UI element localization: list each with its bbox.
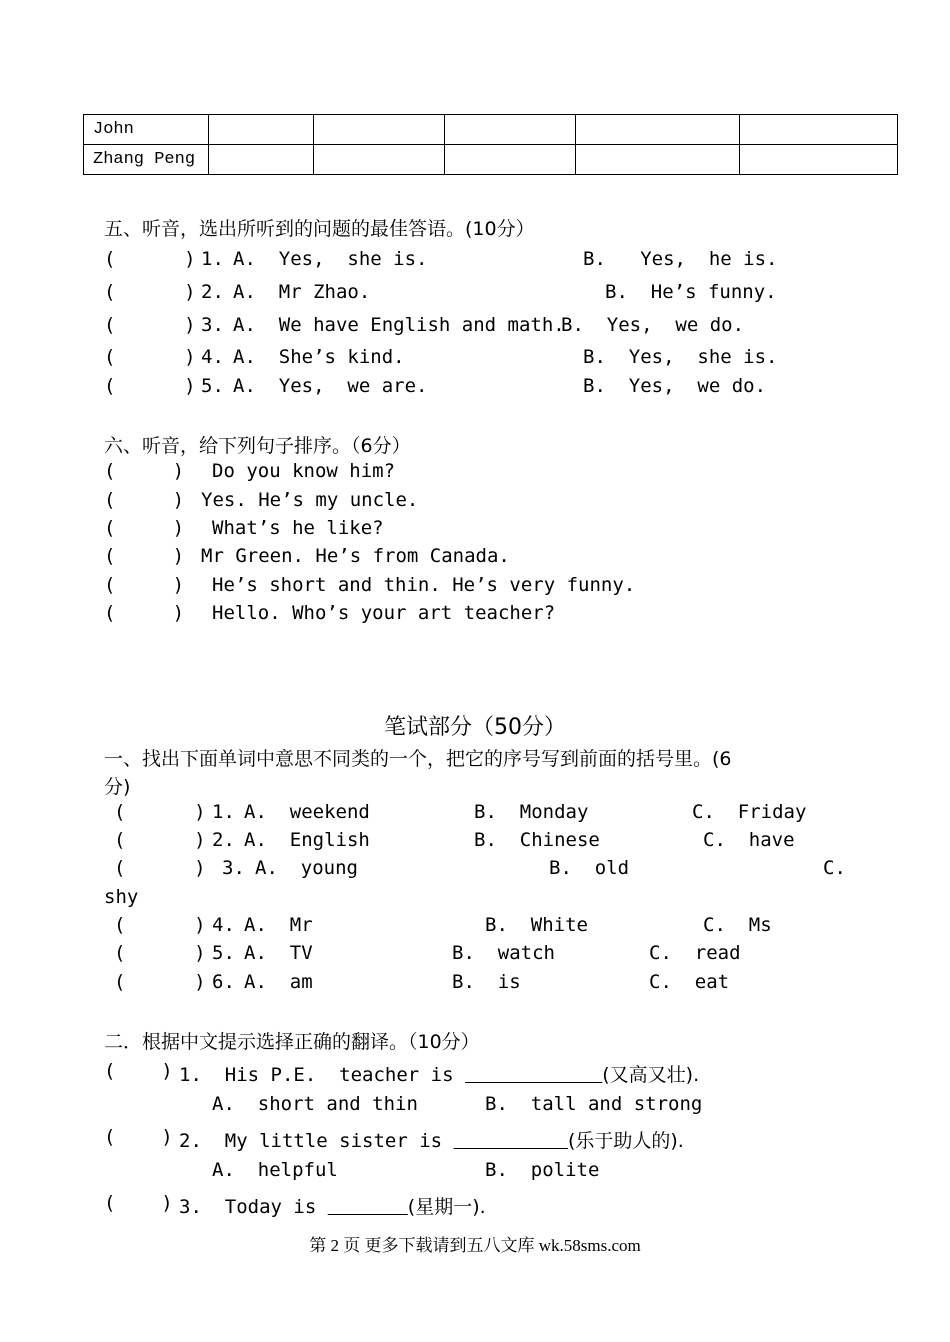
item-number: 1. [201, 248, 224, 270]
question-text [179, 1126, 684, 1153]
option-b: B. is [452, 971, 521, 993]
option-a: A. TV [244, 942, 313, 964]
sentence-text: Do you know him? [212, 460, 396, 482]
answer-bracket: ( ) [104, 248, 196, 270]
option-a: A. Yes, she is. [233, 248, 428, 270]
option-a: A. Mr [244, 914, 313, 936]
chinese-hint: (星期一). [407, 1196, 486, 1218]
item-number: 6. [212, 971, 235, 993]
item-number: 4. [212, 914, 235, 936]
list-item [0, 517, 950, 545]
list-item [0, 1060, 950, 1088]
table-cell-name: John [84, 115, 209, 145]
answer-bracket: ( ) [114, 857, 206, 879]
table-cell [576, 145, 740, 175]
answer-bracket: ( ) [104, 489, 185, 511]
page-footer: 第 2 页 更多下载请到五八文库 wk.58sms.com [309, 1236, 641, 1255]
list-item [0, 1093, 950, 1121]
table-cell [209, 145, 314, 175]
answer-bracket: ( ) [104, 1060, 173, 1082]
option-b: B. Yes, she is. [583, 346, 778, 368]
option-b: B. tall and strong [485, 1093, 703, 1115]
table-cell [740, 115, 898, 145]
list-item [0, 460, 950, 488]
answer-bracket: ( ) [104, 517, 185, 539]
option-b: B. Yes, we do. [583, 375, 767, 397]
answer-bracket: ( ) [114, 942, 206, 964]
answer-bracket: ( ) [104, 281, 196, 303]
option-b: B. Yes, we do. [561, 314, 745, 336]
sentence-text: What’s he like? [212, 517, 384, 539]
answer-bracket: ( ) [114, 971, 206, 993]
wrapped-text [0, 886, 950, 914]
list-item [0, 375, 950, 403]
option-c: C. read [649, 942, 741, 964]
option-a: A. young [255, 857, 358, 879]
option-b: B. polite [485, 1159, 600, 1181]
option-b: B. He’s funny. [605, 281, 777, 303]
sentence-text: Yes. He’s my uncle. [201, 489, 419, 511]
item-number: 4. [201, 346, 224, 368]
item-number: 2. [201, 281, 224, 303]
question-text [179, 1192, 486, 1219]
item-number: 3. [222, 857, 245, 879]
table-cell [445, 115, 576, 145]
fill-blank [328, 1196, 408, 1218]
option-a: A. We have English and math. [233, 314, 565, 336]
part1-heading-cont: 分) [104, 776, 131, 798]
table-cell [314, 145, 445, 175]
sentence-text: Hello. Who’s your art teacher? [212, 602, 556, 624]
option-b: B. watch [452, 942, 555, 964]
option-c: C. Ms [703, 914, 772, 936]
option-a: A. English [244, 829, 370, 851]
option-a: A. She’s kind. [233, 346, 405, 368]
answer-bracket: ( ) [104, 545, 185, 567]
table-row [84, 115, 898, 145]
answer-bracket: ( ) [104, 1126, 173, 1148]
list-item [0, 1192, 950, 1220]
table-cell [740, 145, 898, 175]
answer-bracket: ( ) [104, 460, 185, 482]
list-item [0, 346, 950, 374]
option-a: A. helpful [212, 1159, 338, 1181]
list-item [0, 314, 950, 342]
sentence-text: Mr Green. He’s from Canada. [201, 545, 510, 567]
option-a: A. Yes, we are. [233, 375, 428, 397]
list-item [0, 1126, 950, 1154]
question-stem: 1. His P.E. teacher is [179, 1064, 465, 1086]
option-b: B. White [485, 914, 588, 936]
option-c: C. Friday [692, 801, 807, 823]
list-item [0, 801, 950, 829]
table-row [84, 145, 898, 175]
item-number: 5. [212, 942, 235, 964]
item-number: 3. [201, 314, 224, 336]
answer-table [83, 114, 898, 175]
section6-heading: 六、听音，给下列句子排序。（6分） [104, 435, 411, 457]
written-part-title: 笔试部分（50分） [384, 715, 566, 740]
answer-bracket: ( ) [104, 1192, 173, 1214]
sentence-text: He’s short and thin. He’s very funny. [212, 574, 636, 596]
option-b: B. Yes, he is. [583, 248, 778, 270]
table-cell [314, 115, 445, 145]
option-c: C. eat [649, 971, 730, 993]
list-item [0, 281, 950, 309]
answer-bracket: ( ) [104, 375, 196, 397]
list-item [0, 1159, 950, 1187]
fill-blank [454, 1130, 568, 1152]
table-cell [576, 115, 740, 145]
option-b: B. old [549, 857, 630, 879]
list-item [0, 942, 950, 970]
chinese-hint: (乐于助人的). [567, 1130, 684, 1152]
part1-heading: 一、找出下面单词中意思不同类的一个，把它的序号写到前面的括号里。(6 [104, 748, 732, 770]
answer-bracket: ( ) [114, 801, 206, 823]
answer-bracket: ( ) [104, 602, 185, 624]
list-item [0, 857, 950, 885]
option-c: C. [823, 857, 846, 879]
item-number: 5. [201, 375, 224, 397]
option-a: A. am [244, 971, 313, 993]
list-item [0, 829, 950, 857]
chinese-hint: (又高又壮). [602, 1064, 700, 1086]
question-stem: 2. My little sister is [179, 1130, 454, 1152]
question-stem: 3. Today is [179, 1196, 328, 1218]
list-item [0, 545, 950, 573]
option-c: C. have [703, 829, 795, 851]
option-b: B. Chinese [474, 829, 600, 851]
answer-bracket: ( ) [104, 314, 196, 336]
list-item [0, 574, 950, 602]
list-item [0, 248, 950, 276]
option-b: B. Monday [474, 801, 589, 823]
table-cell [445, 145, 576, 175]
list-item [0, 489, 950, 517]
table-cell-name: Zhang Peng [84, 145, 209, 175]
item-number: 1. [212, 801, 235, 823]
option-a: A. short and thin [212, 1093, 418, 1115]
table-cell [209, 115, 314, 145]
list-item [0, 602, 950, 630]
option-a: A. weekend [244, 801, 370, 823]
item-number: 2. [212, 829, 235, 851]
option-a: A. Mr Zhao. [233, 281, 371, 303]
option-c-wrap: shy [104, 886, 139, 908]
fill-blank [465, 1064, 602, 1086]
answer-bracket: ( ) [114, 914, 206, 936]
answer-bracket: ( ) [104, 346, 196, 368]
section5-heading: 五、听音，选出所听到的问题的最佳答语。(10分） [104, 218, 535, 240]
list-item [0, 914, 950, 942]
answer-bracket: ( ) [114, 829, 206, 851]
part2-heading: 二．根据中文提示选择正确的翻译。（10分） [104, 1031, 480, 1053]
list-item [0, 971, 950, 999]
answer-bracket: ( ) [104, 574, 185, 596]
question-text [179, 1060, 699, 1087]
